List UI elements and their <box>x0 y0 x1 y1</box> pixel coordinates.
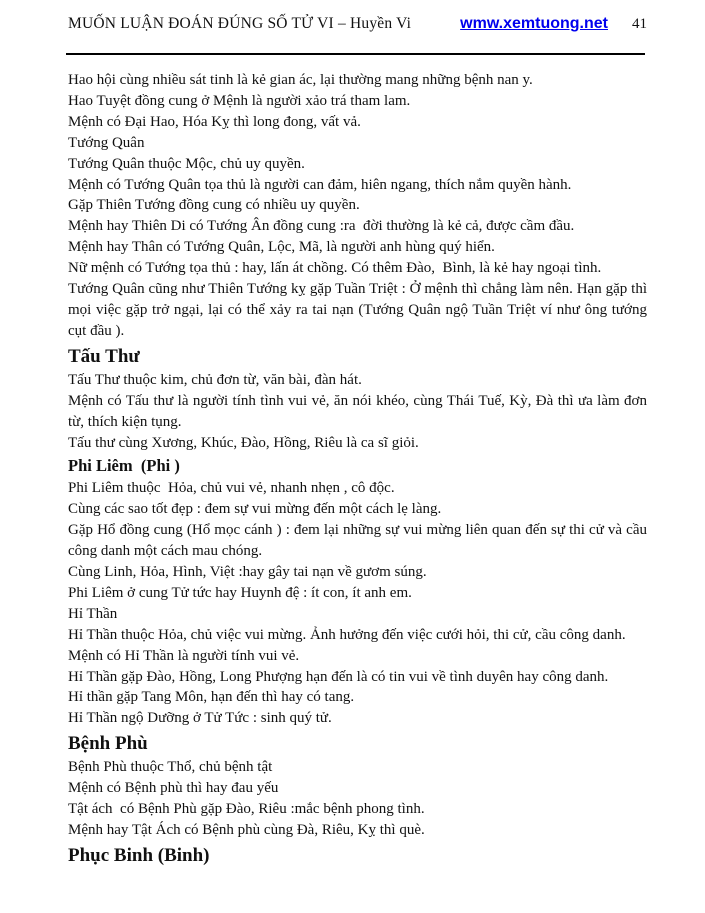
body-paragraph: Mệnh hay Thiên Di có Tướng Ân đồng cung :ra đời thường là kẻ cả, được cầm đầu. <box>68 218 575 235</box>
body-paragraph: Gặp Hổ đồng cung (Hổ mọc cánh ) : đem lại những sự vui mừng liên quan đến sự thi cử và cầu công danh một cách mau chóng. <box>68 522 651 560</box>
body-paragraph: Mệnh có Hỉ Thần là người tính vui vẻ. <box>68 647 300 664</box>
section-heading: Bệnh Phù <box>68 733 148 755</box>
body-paragraph: Hỉ Thần gặp Đào, Hồng, Long Phượng hạn đến là có tin vui về tình duyên hay công danh. <box>68 668 609 685</box>
body-paragraph: Mệnh hay Tật Ách có Bệnh phù cùng Đà, Riêu, Kỵ thì què. <box>68 822 425 838</box>
page-header <box>68 15 647 33</box>
body-paragraph: Hao hội cùng nhiều sát tinh là kẻ gian ác, lại thường mang những bệnh nan y. <box>68 72 533 88</box>
section-heading: Phục Binh (Binh) <box>68 844 210 866</box>
body-paragraph: Nữ mệnh có Tướng tọa thủ : hay, lấn át chồng. Có thêm Đào, Bình, là kẻ hay ngoại tình. <box>68 260 602 277</box>
body-paragraph: Mệnh có Đại Hao, Hóa Kỵ thì long đong, vất vả. <box>68 113 361 130</box>
body-paragraph: Hỉ thần gặp Tang Môn, hạn đến thì hay có tang. <box>68 689 355 706</box>
header-right-group <box>460 15 647 33</box>
body-paragraph: Tướng Quân thuộc Mộc, chủ uy quyền. <box>68 155 305 172</box>
body-paragraph: Tấu Thư thuộc kim, chủ đơn từ, văn bài, đàn hát. <box>68 371 362 388</box>
website-link[interactable]: wmw.xemtuong.net <box>460 15 608 32</box>
body-paragraph: Tướng Quân <box>68 134 145 151</box>
book-title: MUỐN LUẬN ĐOÁN ĐÚNG SỐ TỬ VI – Huyền Vi <box>68 15 412 32</box>
body-paragraph: Tấu thư cùng Xương, Khúc, Đào, Hồng, Riêu là ca sĩ giỏi. <box>68 434 419 451</box>
body-paragraph: Bệnh Phù thuộc Thổ, chủ bệnh tật <box>68 759 273 776</box>
body-paragraph: Tật ách có Bệnh Phù gặp Đào, Riêu :mắc bệnh phong tình. <box>68 801 425 818</box>
body-paragraph: Mệnh có Bệnh phù thì hay đau yếu <box>68 780 279 797</box>
body-paragraph: Phi Liêm ở cung Tử tức hay Huynh đệ : ít con, ít anh em. <box>68 584 412 601</box>
body-paragraph: Hỉ Thần thuộc Hỏa, chủ việc vui mừng. Ảnh hưởng đến việc cưới hỏi, thi cử, cầu công danh. <box>68 626 626 643</box>
body-paragraph: Hỉ Thần ngộ Dưỡng ở Tử Tức : sinh quý tử. <box>68 710 332 727</box>
body-paragraph: Phi Liêm thuộc Hỏa, chủ vui vẻ, nhanh nhẹn , cô độc. <box>68 480 395 497</box>
body-paragraph: Mệnh có Tấu thư là người tính tình vui vẻ, ăn nói khéo, cùng Thái Tuế, Kỳ, Đà thì ưa làm đơn từ, thích kiện tụng. <box>68 392 651 430</box>
body-paragraph: Cùng các sao tốt đẹp : đem sự vui mừng đến một cách lẹ làng. <box>68 501 442 518</box>
page-number: 41 <box>632 16 647 32</box>
body-paragraph: Tướng Quân cũng như Thiên Tướng kỵ gặp Tuần Triệt : Ở mệnh thì chẳng làm nên. Hạn gặp thì mọi việc gặp trở ngại, lại có thể xảy ra tai nạn (Tướng Quân ngộ Tuần Triệt ví như ông tướng cụt đầu ). <box>68 281 651 339</box>
body-paragraph: Cùng Linh, Hỏa, Hình, Việt :hay gây tai nạn về gươm súng. <box>68 564 427 581</box>
header-divider <box>66 53 645 55</box>
body-paragraph: Gặp Thiên Tướng đồng cung có nhiều uy quyền. <box>68 197 360 214</box>
body-paragraph: Hao Tuyệt đồng cung ở Mệnh là người xảo trá tham lam. <box>68 92 411 109</box>
section-heading: Tấu Thư <box>68 345 140 367</box>
page-body <box>68 70 651 869</box>
body-paragraph: Mệnh hay Thân có Tướng Quân, Lộc, Mã, là người anh hùng quý hiển. <box>68 239 495 256</box>
body-paragraph: Hỉ Thần <box>68 605 118 622</box>
body-paragraph: Mệnh có Tướng Quân tọa thủ là người can đảm, hiên ngang, thích nắm quyền hành. <box>68 176 572 193</box>
section-heading: Phi Liêm (Phi ) <box>68 456 180 476</box>
